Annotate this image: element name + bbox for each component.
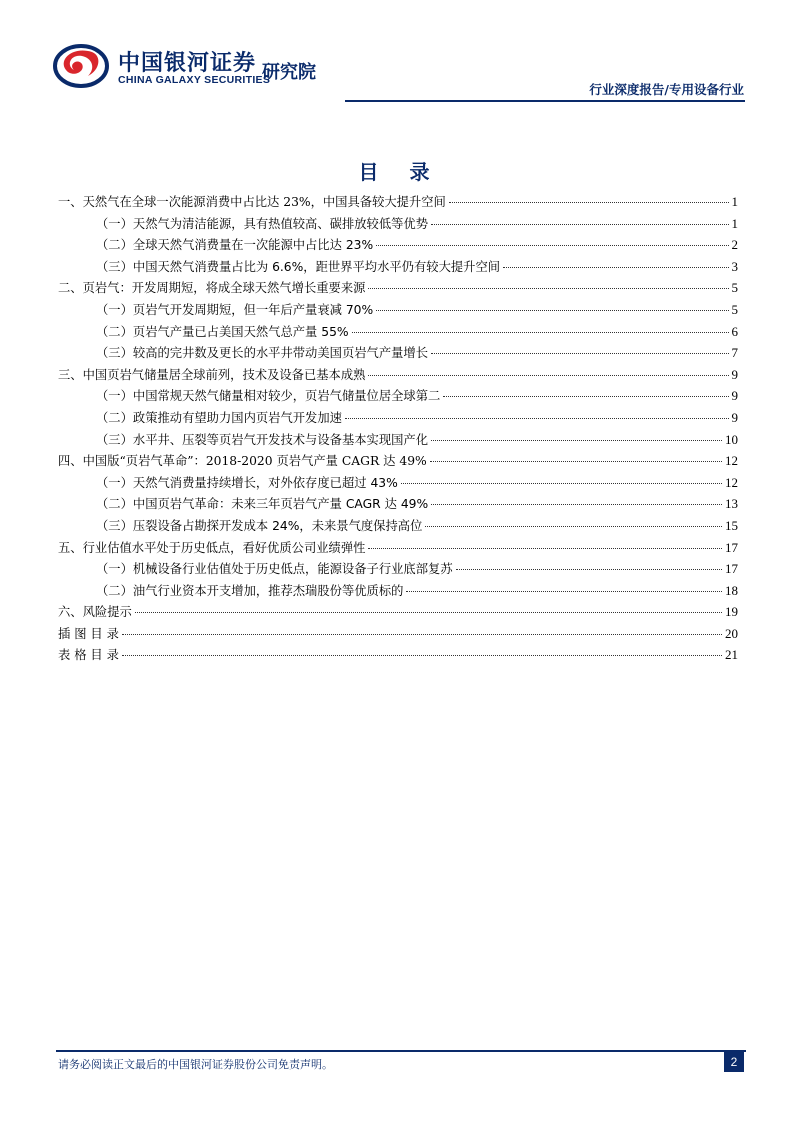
toc-entry[interactable] (58, 494, 738, 516)
toc-entry-page: 5 (731, 301, 738, 317)
toc-entry[interactable] (58, 559, 738, 581)
toc-entry-page: 9 (731, 366, 738, 382)
toc-entry-page: 7 (731, 345, 738, 361)
toc-leader-dots (122, 655, 722, 656)
toc-entry-page: 9 (731, 409, 738, 425)
toc-entry[interactable] (58, 602, 738, 624)
toc-leader-dots (406, 591, 722, 592)
toc-entry-label: （二）全球天然气消费量在一次能源中占比达 23% (96, 238, 374, 253)
toc-entry-page: 21 (725, 647, 738, 663)
toc-entry-label: 四、中国版“页岩气革命”：2018-2020 页岩气产量 CAGR 达 49% (58, 454, 427, 469)
toc-entry[interactable] (58, 322, 738, 344)
toc-entry[interactable] (58, 365, 738, 387)
toc-entry[interactable] (58, 430, 738, 452)
toc-leader-dots (443, 396, 728, 397)
toc-entry-page: 3 (731, 258, 738, 274)
toc-entry-label: （三）中国天然气消费量占比为 6.6%，距世界平均水平仍有较大提升空间 (96, 259, 501, 274)
toc-entry-page: 9 (731, 388, 738, 404)
toc-entry-label: （一）天然气消费量持续增长，对外依存度已超过 43% (96, 475, 398, 490)
toc-entry-page: 6 (731, 323, 738, 339)
toc-leader-dots (376, 310, 728, 311)
toc-entry-page: 18 (725, 582, 738, 598)
toc-entry-page: 19 (725, 604, 738, 620)
toc-leader-dots (345, 418, 729, 419)
table-of-contents (58, 192, 738, 667)
toc-entry-page: 15 (725, 517, 738, 533)
toc-leader-dots (368, 288, 728, 289)
toc-entry-label: 表 格 目 录 (58, 648, 119, 663)
toc-entry-label: （二）油气行业资本开支增加，推荐杰瑞股份等优质标的 (96, 583, 404, 598)
toc-entry[interactable] (58, 624, 738, 646)
toc-entry-label: （二）中国页岩气革命：未来三年页岩气产量 CAGR 达 49% (96, 497, 429, 512)
toc-entry-label: 一、天然气在全球一次能源消费中占比达 23%，中国具备较大提升空间 (58, 195, 446, 209)
toc-entry[interactable] (58, 451, 738, 473)
toc-entry[interactable] (58, 408, 738, 430)
toc-entry[interactable] (58, 278, 738, 300)
toc-entry-label: （二）页岩气产量已占美国天然气总产量 55% (96, 324, 349, 339)
toc-entry-page: 20 (725, 625, 738, 641)
toc-entry-page: 17 (725, 539, 738, 555)
toc-leader-dots (431, 440, 722, 441)
toc-entry-label: （三）较高的完井数及更长的水平井带动美国页岩气产量增长 (96, 346, 429, 361)
toc-entry[interactable] (58, 214, 738, 236)
toc-leader-dots (368, 375, 728, 376)
toc-entry-page: 13 (725, 496, 738, 512)
toc-entry-page: 1 (731, 194, 738, 209)
toc-entry-label: （一）机械设备行业估值处于历史低点，能源设备子行业底部复苏 (96, 562, 453, 577)
toc-entry-label: 六、风险提示 (58, 605, 132, 620)
header-divider (345, 100, 745, 102)
toc-leader-dots (456, 569, 722, 570)
toc-entry[interactable] (58, 538, 738, 560)
toc-leader-dots (503, 267, 728, 268)
page-header (0, 0, 800, 110)
toc-entry-page: 5 (731, 280, 738, 296)
toc-entry[interactable] (58, 343, 738, 365)
toc-entry[interactable] (58, 192, 738, 214)
toc-leader-dots (122, 634, 722, 635)
toc-entry-page: 12 (725, 474, 738, 490)
toc-leader-dots (376, 245, 728, 246)
toc-entry-page: 17 (725, 561, 738, 577)
toc-leader-dots (401, 483, 722, 484)
toc-entry[interactable] (58, 235, 738, 257)
footer-divider (56, 1050, 746, 1052)
toc-entry-page: 2 (731, 237, 738, 253)
institute-label: 研究院 (262, 62, 316, 83)
toc-entry-label: 插 图 目 录 (58, 626, 119, 641)
toc-entry-label: （一）中国常规天然气储量相对较少，页岩气储量位居全球第二 (96, 389, 441, 404)
toc-leader-dots (430, 461, 722, 462)
toc-entry[interactable] (58, 300, 738, 322)
toc-entry[interactable] (58, 257, 738, 279)
toc-leader-dots (431, 353, 728, 354)
toc-entry[interactable] (58, 473, 738, 495)
toc-entry-label: 二、页岩气：开发周期短，将成全球天然气增长重要来源 (58, 281, 366, 296)
toc-leader-dots (352, 332, 729, 333)
toc-entry[interactable] (58, 645, 738, 667)
toc-entry[interactable] (58, 581, 738, 603)
toc-entry-label: （三）水平井、压裂等页岩气开发技术与设备基本实现国产化 (96, 432, 429, 447)
toc-leader-dots (431, 504, 722, 505)
toc-entry-label: （二）政策推动有望助力国内页岩气开发加速 (96, 410, 342, 425)
brand-name-en: CHINA GALAXY SECURITIES (118, 74, 271, 86)
toc-entry[interactable] (58, 386, 738, 408)
toc-entry-label: （一）页岩气开发周期短，但一年后产量衰减 70% (96, 302, 374, 317)
toc-leader-dots (449, 202, 729, 203)
toc-entry[interactable] (58, 516, 738, 538)
report-type: 行业深度报告/专用设备行业 (589, 82, 744, 97)
brand-name-cn: 中国银河证券 (118, 51, 257, 76)
toc-leader-dots (368, 548, 722, 549)
toc-title: 目 录 (358, 160, 442, 184)
toc-leader-dots (425, 526, 722, 527)
toc-leader-dots (431, 224, 728, 225)
footer-disclaimer: 请务必阅读正文最后的中国银河证券股份公司免责声明。 (58, 1058, 333, 1071)
toc-entry-page: 12 (725, 453, 738, 469)
toc-entry-label: （三）压裂设备占勘探开发成本 24%，未来景气度保持高位 (96, 518, 423, 533)
toc-entry-label: 五、行业估值水平处于历史低点，看好优质公司业绩弹性 (58, 540, 366, 555)
toc-entry-page: 1 (731, 215, 738, 231)
toc-leader-dots (135, 612, 722, 613)
galaxy-logo-icon (52, 42, 110, 90)
toc-entry-label: 三、中国页岩气储量居全球前列，技术及设备已基本成熟 (58, 367, 366, 382)
toc-entry-page: 10 (725, 431, 738, 447)
toc-entry-label: （一）天然气为清洁能源，具有热值较高、碳排放较低等优势 (96, 216, 429, 231)
page-number: 2 (724, 1052, 744, 1072)
